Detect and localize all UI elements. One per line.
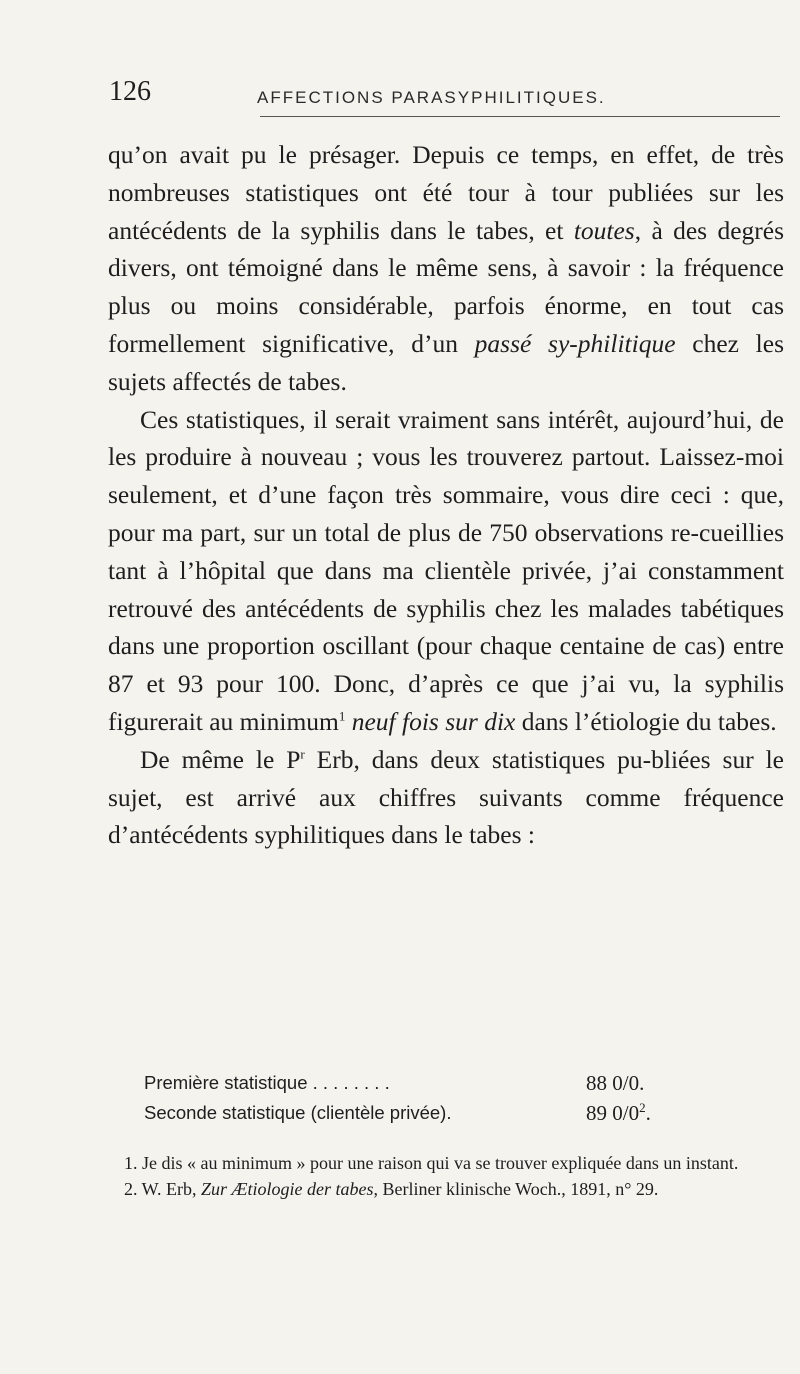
paragraph-1: [108, 136, 784, 401]
text: , Berliner klinische Woch., 1891, n° 29.: [373, 1179, 659, 1199]
header-rule: [260, 116, 780, 117]
text: dans l’étiologie du tabes.: [515, 706, 777, 736]
text: qu’on avait pu le présager. Depuis ce temps, en effet, de très nombreuses statistiques ont été tour à tour publiées sur les antécédents de la syphilis dans le tabes, et: [108, 140, 784, 245]
paragraph-2: [108, 401, 784, 741]
stat-value: 89 0/0: [586, 1101, 640, 1125]
italic-text: neuf fois sur dix: [351, 706, 516, 736]
text: De même le P: [140, 744, 301, 774]
footnote-ref: 1: [338, 708, 346, 724]
footnote-2: [108, 1176, 784, 1202]
italic-text: toutes: [573, 215, 635, 245]
running-title: AFFECTIONS PARASYPHILITIQUES.: [257, 88, 606, 107]
stat-row: [144, 1068, 744, 1098]
text: 2. W. Erb,: [124, 1179, 202, 1199]
italic-text: Zur Ætiologie der tabes: [201, 1179, 374, 1199]
stat-row: [144, 1098, 744, 1128]
superscript: r: [300, 746, 305, 762]
stat-value-group: [586, 1098, 651, 1128]
stat-label: Seconde statistique (clientèle privée).: [144, 1102, 452, 1123]
stat-value: 88 0/0.: [586, 1071, 645, 1095]
stat-label: Première statistique . . . . . . . .: [144, 1072, 390, 1093]
footnote-ref: 2: [639, 1100, 646, 1115]
text: , à des degrés divers, ont témoigné dans le même sens, à savoir : la fréquence plus ou moins considérable, parfois énorme, en tout cas formellement significative, d’un: [108, 215, 784, 358]
italic-text: passé sy-philitique: [474, 328, 676, 358]
text: chez les sujets affectés de tabes.: [108, 328, 784, 396]
paragraph-3: [108, 741, 784, 854]
text: Ces statistiques, il serait vraiment sans intérêt, aujourd’hui, de les produire à nouveau ; vous les trouverez partout. Laissez-moi seulement, et d’une façon très sommaire, vous dire ceci : que, pour ma part, sur un total de plus de 750 observations re-cueillies tant à l’hôpital que dans ma clientèle privée, j’ai constamment retrouvé des antécédents de syphilis chez les malades tabétiques dans une proportion oscillant (pour chaque centaine de cas) entre 87 et 93 pour 100. Donc, d’après ce que j’ai vu, la syphilis figurerait au minimum: [108, 404, 784, 736]
text: Erb, dans deux statistiques pu-bliées sur le sujet, est arrivé aux chiffres suivants comme fréquence d’antécédents syphilitiques dans le tabes :: [108, 744, 785, 850]
footnote-1: 1. Je dis « au minimum » pour une raison qui va se trouver expliquée dans un instant.: [124, 1153, 739, 1173]
page-number: 126: [109, 76, 151, 107]
body-text: [108, 136, 784, 854]
stat-end: .: [645, 1101, 651, 1125]
footnotes: [108, 1150, 784, 1202]
statistics-table: [144, 1068, 744, 1128]
page-header: [109, 76, 789, 116]
